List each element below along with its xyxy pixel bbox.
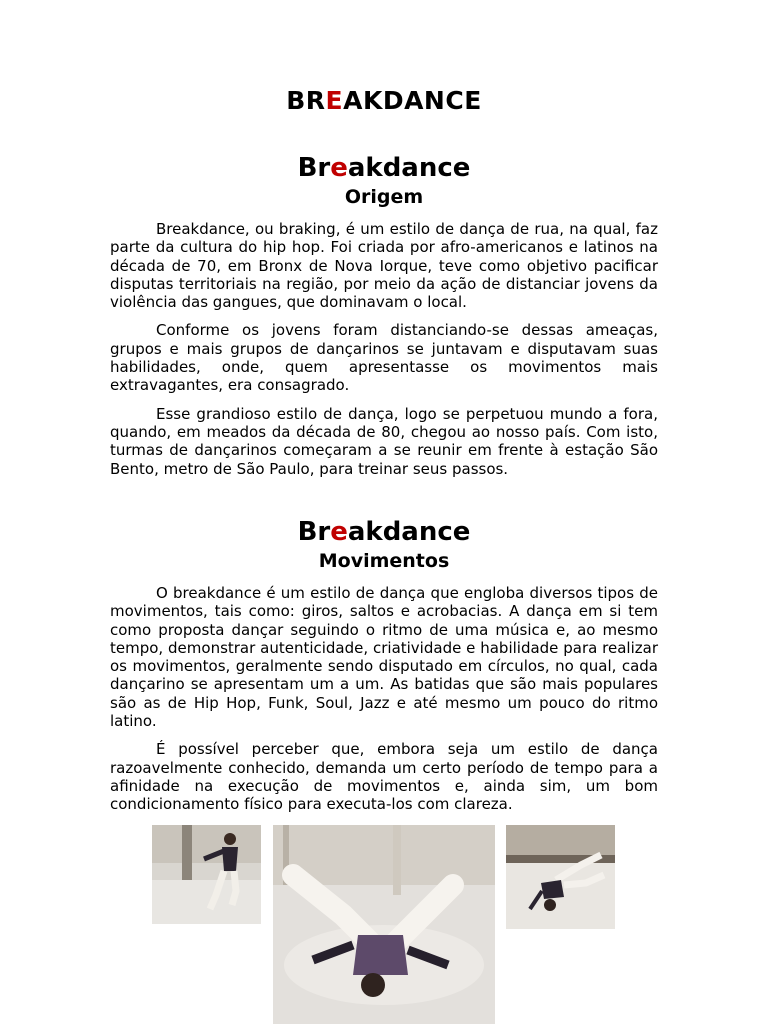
dancer-photo-center [273,825,495,1024]
paragraph: É possível perceber que, embora seja um estilo de dança razoavelmente conhecido, demanda um certo período de tempo para a afinidade na execução de movimentos e, ainda sim, um bom condicionamento físico para executa-los com clareza. [110,740,658,814]
paragraph: Conforme os jovens foram distanciando-se dessas ameaças, grupos e mais grupos de dançarinos se juntavam e disputavam suas habilidades, onde, quem apresentasse os movimentos mais extravagantes, era consagrado. [110,321,658,395]
dancer-photo-left [152,825,261,924]
section-subtitle-movimentos: Movimentos [318,550,450,572]
section-body-origem [110,220,658,488]
section-body-movimentos [110,584,658,824]
section-heading-movimentos: Breakdance [297,517,471,547]
section-heading-origem: Breakdance [297,153,471,183]
paragraph: Breakdance, ou braking, é um estilo de dança de rua, na qual, faz parte da cultura do hip hop. Foi criada por afro-americanos e latinos na década de 70, em Bronx de Nova Iorque, teve como objetivo pacificar disputas territoriais na região, por meio da ação de distanciar jovens da violência das gangues, que dominavam o local. [110,220,658,312]
section-subtitle-origem: Origem [344,186,424,208]
paragraph: O breakdance é um estilo de dança que engloba diversos tipos de movimentos, tais como: giros, saltos e acrobacias. A dança em si tem como proposta dançar seguindo o ritmo de uma música e, ao mesmo tempo, demonstrar autenticidade, criatividade e habilidade para realizar os movimentos, geralmente sendo disputado em círculos, no qual, cada dançarino se apresentam um a um. As batidas que são mais populares são as de Hip Hop, Funk, Soul, Jazz e até mesmo um pouco do ritmo latino. [110,584,658,731]
document-title: BREAKDANCE [286,86,482,115]
title-accent-letter: E [325,86,344,115]
heading-accent-letter: e [330,153,348,183]
dancer-photo-right [506,825,615,929]
paragraph: Esse grandioso estilo de dança, logo se perpetuou mundo a fora, quando, em meados da década de 80, chegou ao nosso país. Com isto, turmas de dançarinos começaram a se reunir em frente à estação São Bento, metro de São Paulo, para treinar seus passos. [110,404,658,478]
heading-accent-letter: e [330,517,348,547]
